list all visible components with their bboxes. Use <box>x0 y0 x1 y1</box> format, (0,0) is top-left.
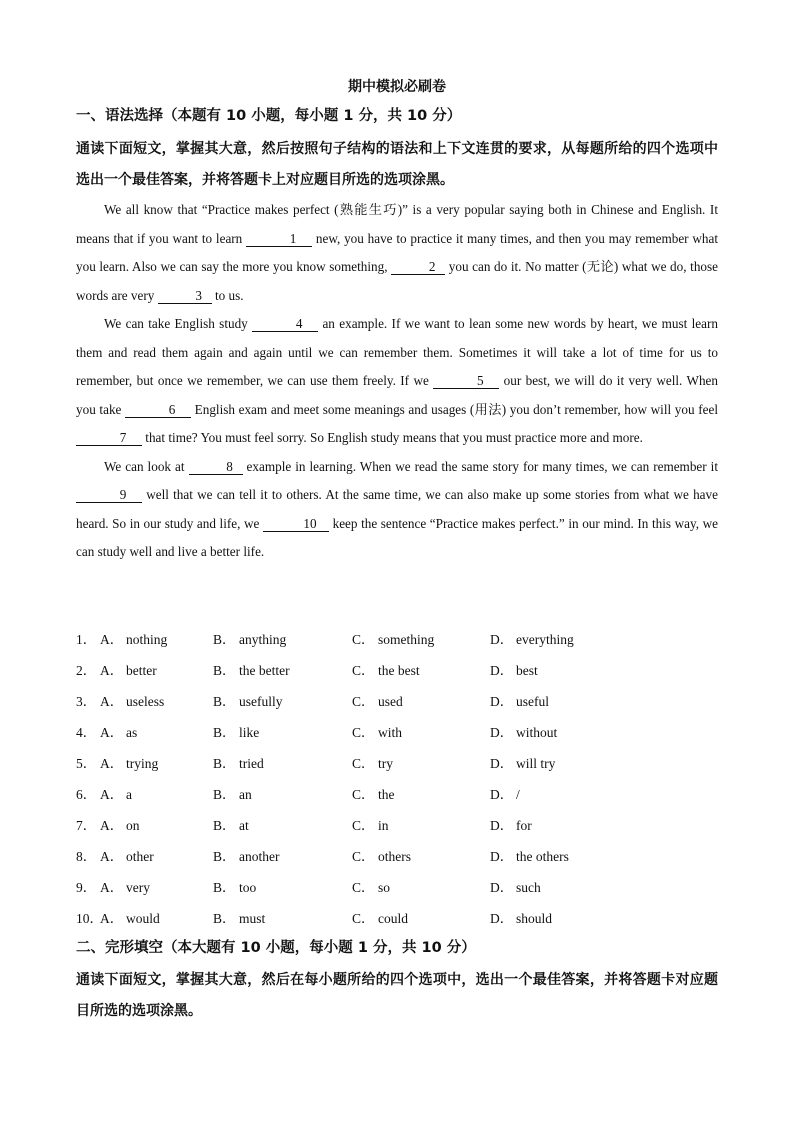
passage-text: an example. If we want to lean some new words by heart, we must learn them and read them again and again until we can remember them. Sometimes it will take a lot of time for us to remember, but once we remember, we can use them freely. If we <box>76 316 718 388</box>
option-text: nothing <box>126 631 168 647</box>
option-c <box>352 690 490 710</box>
passage-paragraph-3 <box>76 453 718 567</box>
blank-9: 9 <box>76 487 142 503</box>
option-text: in <box>378 818 389 834</box>
option-letter: A． <box>100 818 124 834</box>
passage-text: We all know that “Practice makes perfect (熟能生巧)” is a very popular saying both in Chinese and English. It means that if you want to learn <box>76 202 718 246</box>
option-letter: C． <box>352 631 375 647</box>
option-c <box>352 721 490 741</box>
option-c <box>352 752 490 772</box>
option-letter: B． <box>213 724 236 740</box>
section2-heading: 二、完形填空（本大题有 10 小题，每小题 1 分，共 10 分） <box>76 940 476 956</box>
section1-passage <box>76 196 718 567</box>
option-letter: C． <box>352 755 375 771</box>
option-text: the better <box>239 662 290 678</box>
option-letter: D． <box>490 693 514 709</box>
option-text: everything <box>516 631 574 647</box>
option-letter: C． <box>352 724 375 740</box>
blank-10: 10 <box>263 516 329 532</box>
option-text: would <box>126 911 160 927</box>
option-d <box>490 783 610 803</box>
option-text: another <box>239 849 280 865</box>
blank-6: 6 <box>125 402 191 418</box>
option-c <box>352 783 490 803</box>
question-number: 10． <box>76 911 103 927</box>
option-d <box>490 628 610 648</box>
option-letter: B． <box>213 787 236 803</box>
option-c <box>352 845 490 865</box>
option-letter: C． <box>352 880 375 896</box>
question-options-row <box>76 902 716 933</box>
option-text: very <box>126 880 150 896</box>
answer-options-list <box>76 622 716 933</box>
option-text: at <box>239 818 249 834</box>
question-options-row <box>76 653 716 684</box>
option-letter: C． <box>352 911 375 927</box>
option-d <box>490 659 610 679</box>
option-text: something <box>378 631 435 647</box>
blank-2: 2 <box>391 259 445 275</box>
option-d <box>490 690 610 710</box>
option-letter: C． <box>352 818 375 834</box>
option-text: used <box>378 693 403 709</box>
option-letter: C． <box>352 849 375 865</box>
option-letter: D． <box>490 849 514 865</box>
passage-text: to us. <box>211 287 244 303</box>
blank-4: 4 <box>252 316 318 332</box>
option-letter: A． <box>100 724 124 740</box>
option-letter: D． <box>490 755 514 771</box>
option-text: too <box>239 880 257 896</box>
option-letter: B． <box>213 911 236 927</box>
option-letter: A． <box>100 787 124 803</box>
option-letter: A． <box>100 631 124 647</box>
blank-8: 8 <box>189 459 243 475</box>
option-letter: A． <box>100 880 124 896</box>
question-options-row <box>76 684 716 715</box>
option-letter: B． <box>213 631 236 647</box>
option-a <box>100 845 213 865</box>
question-options-row <box>76 715 716 746</box>
option-text: useful <box>516 693 549 709</box>
option-text: better <box>126 662 157 678</box>
option-letter: B． <box>213 880 236 896</box>
option-text: should <box>516 911 553 927</box>
passage-text: new, you have to practice it many times, and then you may remember what you learn. Also we can say the more you know something, <box>76 230 718 274</box>
passage-text: keep the sentence “Practice makes perfect.” in our mind. In this way, we can study well and live a better life. <box>76 515 718 559</box>
option-c <box>352 814 490 834</box>
question-number: 1． <box>76 631 97 647</box>
option-text: usefully <box>239 693 283 709</box>
option-letter: A． <box>100 849 124 865</box>
option-letter: D． <box>490 880 514 896</box>
option-text: a <box>126 787 132 803</box>
question-number: 6． <box>76 787 97 803</box>
option-c <box>352 907 490 927</box>
option-text: with <box>378 724 403 740</box>
option-letter: B． <box>213 818 236 834</box>
option-text: useless <box>126 693 165 709</box>
option-b <box>213 783 352 803</box>
question-number: 9． <box>76 880 97 896</box>
blank-1: 1 <box>246 231 312 247</box>
option-b <box>213 690 352 710</box>
option-d <box>490 845 610 865</box>
option-b <box>213 845 352 865</box>
option-d <box>490 876 610 896</box>
option-a <box>100 907 213 927</box>
passage-paragraph-2 <box>76 310 718 453</box>
option-b <box>213 752 352 772</box>
option-a <box>100 814 213 834</box>
question-options-row <box>76 622 716 653</box>
option-text: anything <box>239 631 287 647</box>
option-a <box>100 783 213 803</box>
option-text: the others <box>516 849 569 865</box>
option-letter: A． <box>100 755 124 771</box>
question-options-row <box>76 809 716 840</box>
question-number: 7． <box>76 818 97 834</box>
option-c <box>352 659 490 679</box>
passage-text: our best, we will do it very well. When you take <box>76 373 718 417</box>
option-letter: B． <box>213 662 236 678</box>
option-letter: B． <box>213 849 236 865</box>
section2-instructions: 通读下面短文，掌握其大意，然后在每小题所给的四个选项中，选出一个最佳答案，并将答题卡对应题目所选的选项涂黑。 <box>76 972 718 1019</box>
option-b <box>213 814 352 834</box>
question-number: 4． <box>76 724 97 740</box>
option-text: tried <box>239 755 264 771</box>
page-title: 期中模拟必刷卷 <box>348 79 446 95</box>
option-letter: C． <box>352 693 375 709</box>
passage-text: We can look at <box>104 458 189 474</box>
passage-text: example in learning. When we read the same story for many times, we can remember it <box>242 458 718 474</box>
option-text: without <box>516 724 558 740</box>
question-options-row <box>76 777 716 808</box>
option-text: as <box>126 724 138 740</box>
option-a <box>100 659 213 679</box>
option-b <box>213 628 352 648</box>
option-text: trying <box>126 755 159 771</box>
option-text: try <box>378 755 393 771</box>
option-text: such <box>516 880 541 896</box>
option-letter: C． <box>352 787 375 803</box>
option-b <box>213 876 352 896</box>
passage-text: English exam and meet some meanings and usages (用法) you don’t remember, how will you feel <box>191 401 718 417</box>
passage-text: that time? You must feel sorry. So English study means that you must practice more and more. <box>142 430 643 445</box>
option-text: the <box>378 787 395 803</box>
passage-paragraph-1 <box>76 196 718 310</box>
option-letter: C． <box>352 662 375 678</box>
option-b <box>213 659 352 679</box>
option-text: the best <box>378 662 420 678</box>
option-d <box>490 721 610 741</box>
passage-text: you can do it. No matter (无论) what we do, those words are very <box>76 259 718 303</box>
option-c <box>352 628 490 648</box>
question-number: 3． <box>76 693 97 709</box>
blank-7: 7 <box>76 430 142 446</box>
question-number: 5． <box>76 755 97 771</box>
option-d <box>490 907 610 927</box>
option-letter: A． <box>100 911 124 927</box>
option-text: other <box>126 849 154 865</box>
option-c <box>352 876 490 896</box>
option-a <box>100 752 213 772</box>
option-text: for <box>516 818 532 834</box>
option-b <box>213 907 352 927</box>
option-text: on <box>126 818 140 834</box>
blank-3: 3 <box>158 288 212 304</box>
option-letter: A． <box>100 662 124 678</box>
option-letter: B． <box>213 693 236 709</box>
option-d <box>490 752 610 772</box>
option-letter: D． <box>490 662 514 678</box>
option-letter: A． <box>100 693 124 709</box>
option-letter: D． <box>490 631 514 647</box>
option-text: must <box>239 911 266 927</box>
option-a <box>100 628 213 648</box>
option-text: could <box>378 911 408 927</box>
question-number: 2． <box>76 662 97 678</box>
passage-text: well that we can tell it to others. At the same time, we can also make up some stories from what we have heard. So in our study and life, we <box>76 487 718 531</box>
option-letter: D． <box>490 724 514 740</box>
section1-heading: 一、语法选择（本题有 10 小题，每小题 1 分，共 10 分） <box>76 108 462 124</box>
question-options-row <box>76 871 716 902</box>
option-text: an <box>239 787 252 803</box>
question-number: 8． <box>76 849 97 865</box>
question-options-row <box>76 746 716 777</box>
option-text: will try <box>516 755 556 771</box>
section1-instructions: 通读下面短文，掌握其大意，然后按照句子结构的语法和上下文连贯的要求，从每题所给的四个选项中选出一个最佳答案，并将答题卡上对应题目所选的选项涂黑。 <box>76 141 718 188</box>
option-text: / <box>516 787 520 803</box>
option-a <box>100 690 213 710</box>
option-text: like <box>239 724 260 740</box>
blank-5: 5 <box>433 373 499 389</box>
option-b <box>213 721 352 741</box>
option-text: best <box>516 662 538 678</box>
option-a <box>100 876 213 896</box>
passage-text: We can take English study <box>104 316 253 331</box>
option-letter: D． <box>490 818 514 834</box>
question-options-row <box>76 840 716 871</box>
option-d <box>490 814 610 834</box>
option-letter: D． <box>490 787 514 803</box>
option-letter: D． <box>490 911 514 927</box>
option-letter: B． <box>213 755 236 771</box>
option-text: others <box>378 849 411 865</box>
option-a <box>100 721 213 741</box>
option-text: so <box>378 880 391 896</box>
